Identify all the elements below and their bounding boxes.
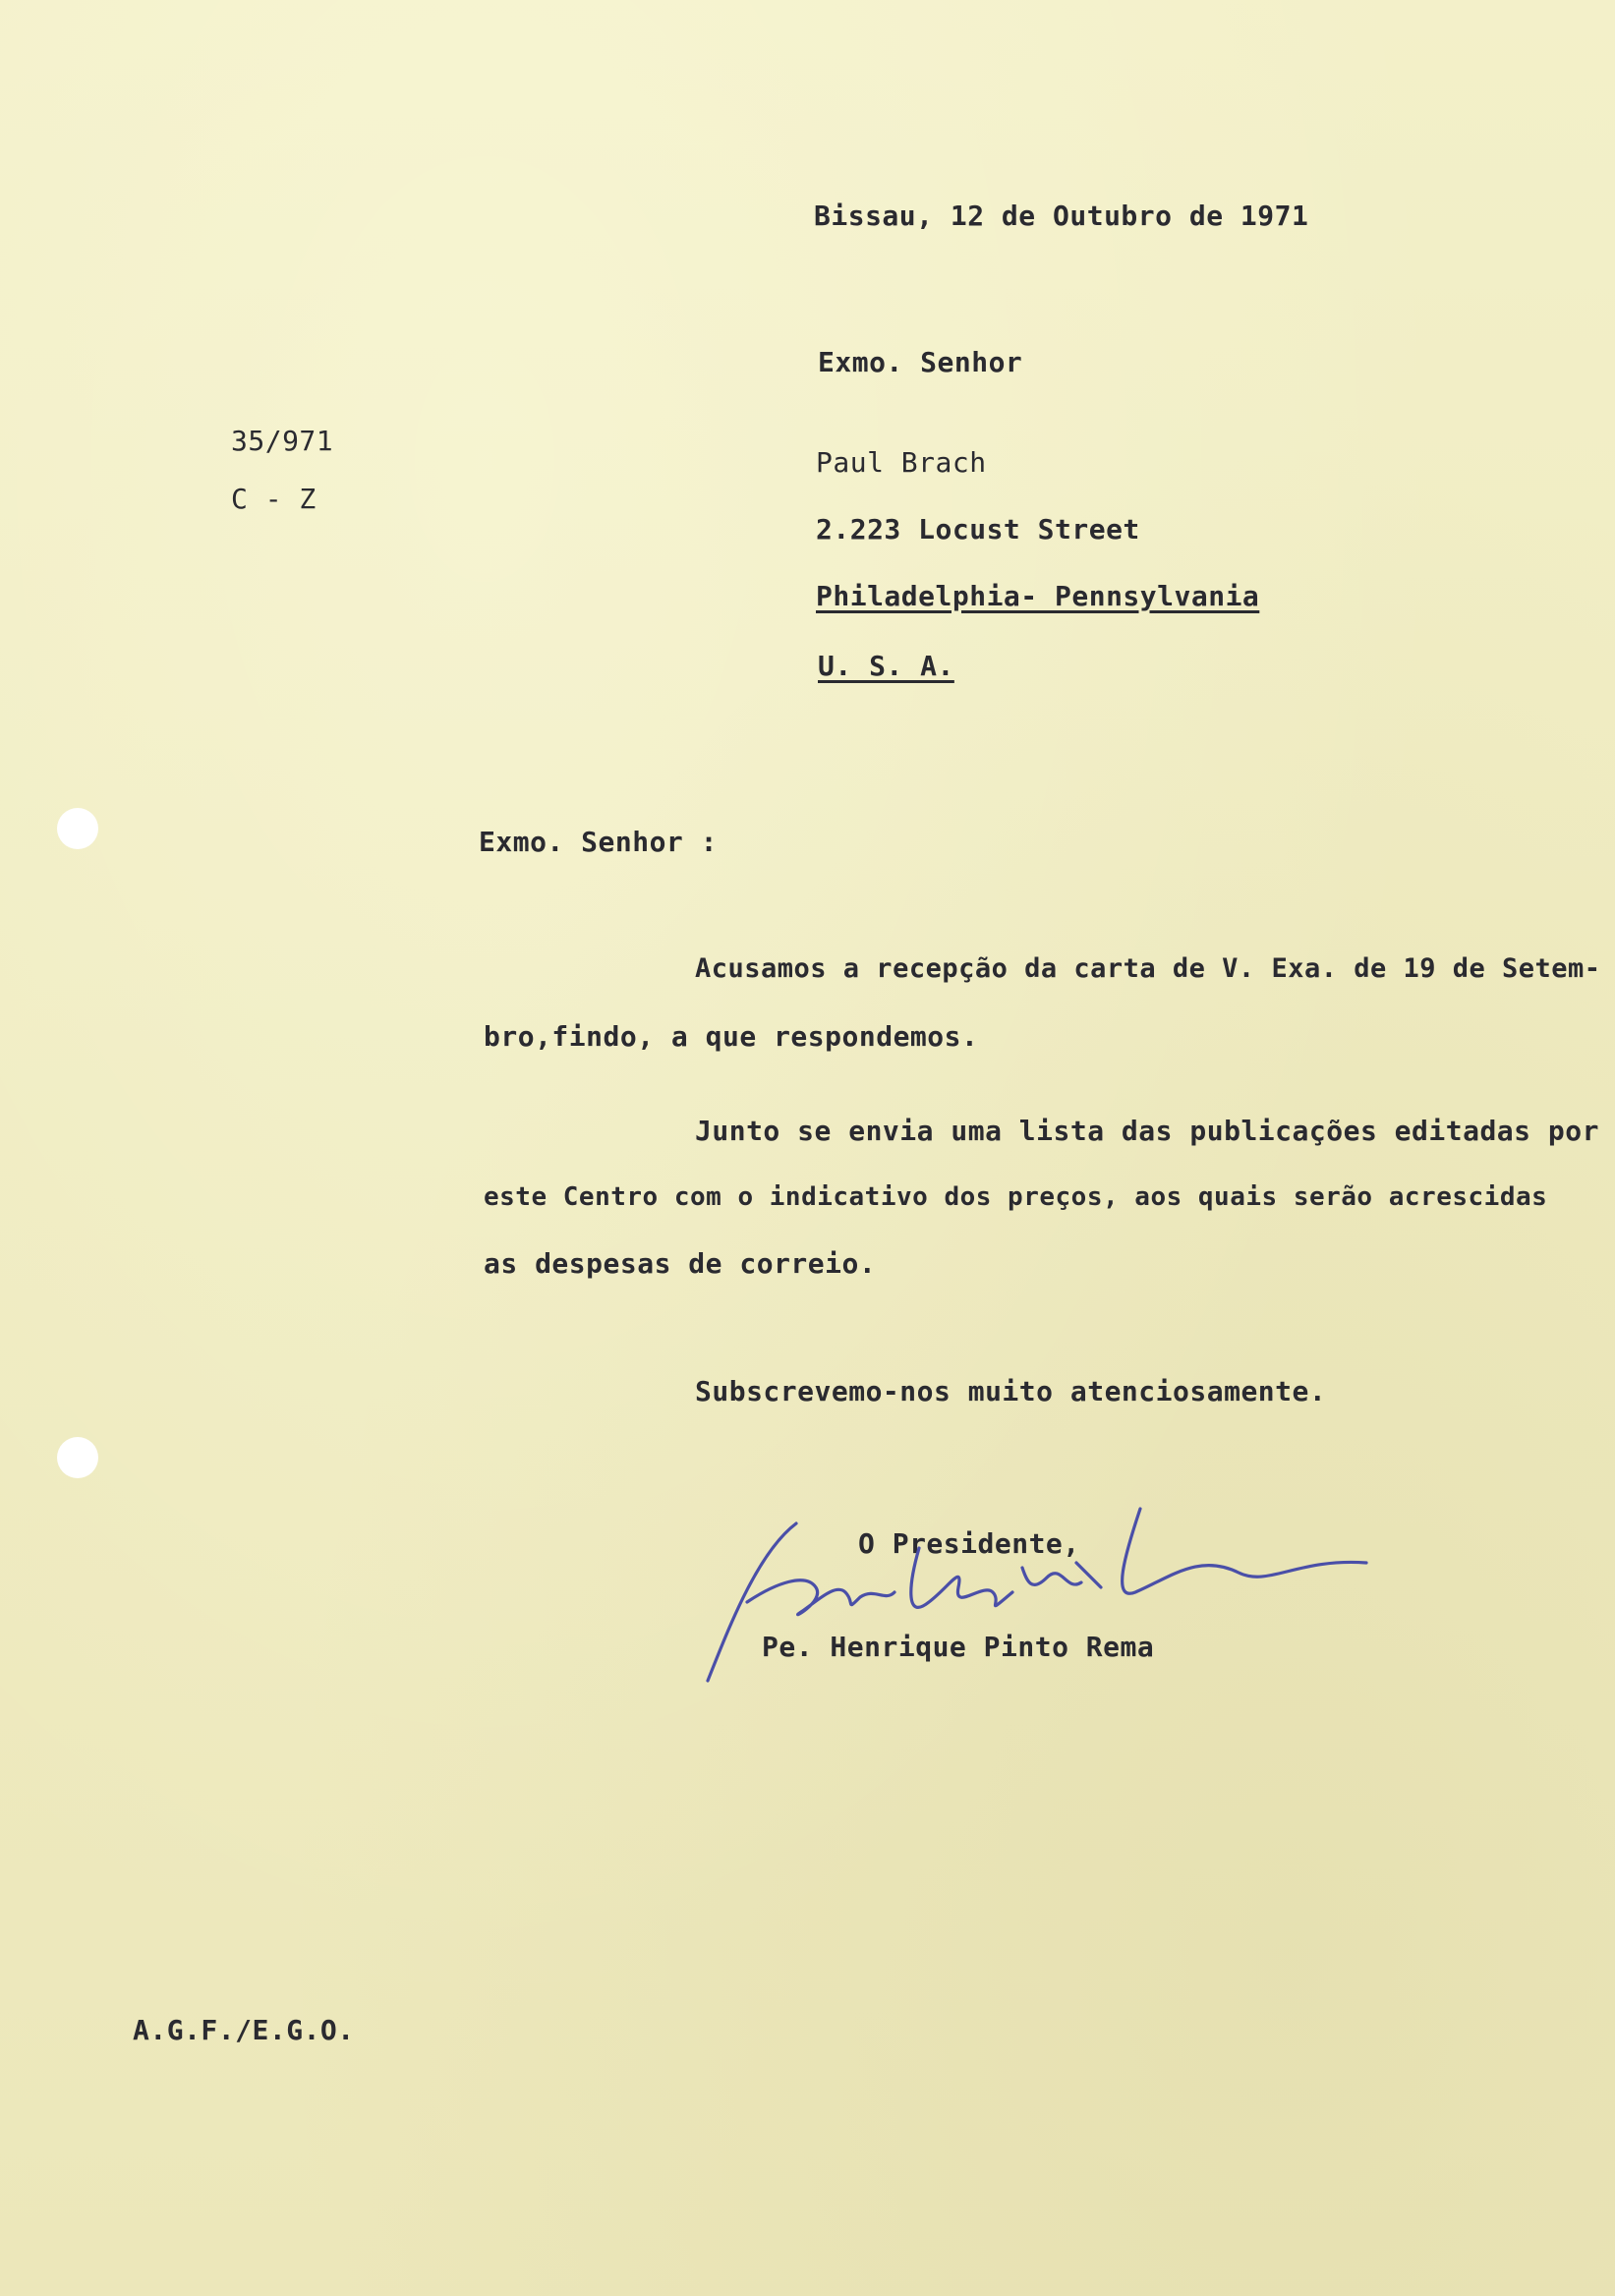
recipient-salutation-line: Exmo. Senhor — [818, 346, 1023, 378]
signature-title: O Presidente, — [858, 1527, 1080, 1560]
body-p1-line1: Acusamos a recepção da carta de V. Exa. de 19 de Setem- — [695, 953, 1601, 984]
recipient-street: 2.223 Locust Street — [816, 513, 1140, 545]
typist-initials: A.G.F./E.G.O. — [133, 2014, 355, 2046]
place-date: Bissau, 12 de Outubro de 1971 — [814, 200, 1309, 232]
recipient-city: Philadelphia- Pennsylvania — [816, 580, 1260, 612]
recipient-country: U. S. A. — [818, 650, 954, 682]
body-p1-line2: bro,findo, a que respondemos. — [484, 1020, 979, 1053]
reference-code: C - Z — [231, 483, 317, 515]
greeting: Exmo. Senhor : — [479, 826, 719, 858]
reference-number: 35/971 — [231, 425, 334, 457]
punch-hole-bottom — [57, 1437, 98, 1478]
punch-hole-top — [57, 808, 98, 849]
body-p2-line3: as despesas de correio. — [484, 1247, 877, 1280]
recipient-name: Paul Brach — [816, 446, 987, 479]
handwritten-signature — [688, 1494, 1376, 1691]
body-p2-line1: Junto se envia uma lista das publicações editadas por — [695, 1115, 1599, 1147]
closing: Subscrevemo-nos muito atenciosamente. — [695, 1375, 1327, 1407]
body-p2-line2: este Centro com o indicativo dos preços, aos quais serão acrescidas — [484, 1182, 1548, 1212]
signature-name: Pe. Henrique Pinto Rema — [762, 1631, 1155, 1663]
